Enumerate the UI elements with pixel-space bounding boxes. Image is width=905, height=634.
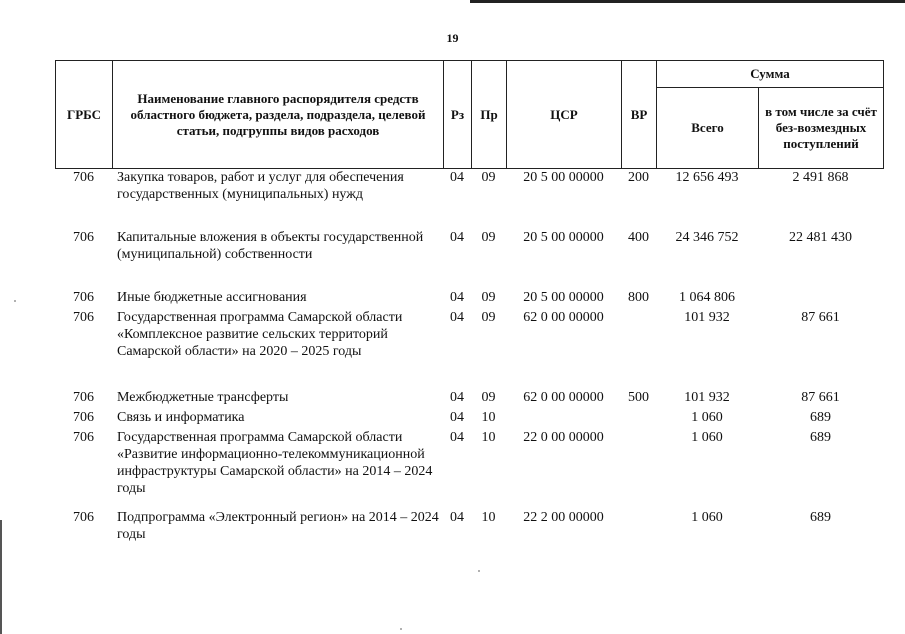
cell-csr: 20 5 00 00000 [523, 170, 604, 185]
scan-speck [14, 300, 16, 302]
cell-vr: 500 [628, 390, 649, 405]
cell-incl: 87 661 [801, 310, 840, 325]
cell-rz: 04 [450, 310, 464, 325]
cell-pr: 09 [481, 290, 496, 305]
cell-csr: 22 2 00 00000 [523, 510, 604, 525]
header-csr: ЦСР [507, 61, 622, 169]
cell-pr: 09 [481, 390, 496, 405]
cell-incl: 689 [810, 510, 831, 525]
cell-pr: 10 [481, 410, 496, 425]
cell-name: Государственная программа Самарской области «Комплексное развитие сельских территорий Самарской области» на 2020 – 2025 годы [117, 310, 403, 359]
cell-rz: 04 [450, 430, 464, 445]
cell-rz: 04 [450, 230, 464, 245]
scan-speck [478, 570, 480, 572]
left-scan-edge [0, 520, 2, 634]
table-row [55, 309, 883, 389]
cell-vr: 800 [628, 290, 649, 305]
cell-csr [506, 409, 621, 429]
header-sum: Сумма [657, 61, 884, 88]
cell-pr: 09 [481, 230, 496, 245]
cell-vr: 400 [628, 230, 649, 245]
header-total: Всего [657, 88, 759, 169]
cell-name: Капитальные вложения в объекты государственной (муниципальной) собственности [117, 230, 424, 262]
cell-total: 101 932 [684, 310, 730, 325]
scan-speck [400, 628, 402, 630]
cell-vr [621, 429, 656, 509]
cell-rz: 04 [450, 290, 464, 305]
top-border-line [470, 0, 905, 3]
cell-total: 12 656 493 [675, 170, 739, 185]
table-row [55, 429, 883, 509]
cell-grbs: 706 [73, 510, 94, 525]
cell-name: Закупка товаров, работ и услуг для обеспечения государственных (муниципальных) нужд [117, 170, 404, 202]
cell-csr: 20 5 00 00000 [523, 230, 604, 245]
cell-grbs: 706 [73, 430, 94, 445]
cell-incl: 2 491 868 [792, 170, 849, 185]
cell-csr: 22 0 00 00000 [523, 430, 604, 445]
table-row [55, 169, 883, 229]
table-row [55, 509, 883, 549]
cell-grbs: 706 [73, 310, 94, 325]
cell-name: Подпрограмма «Электронный регион» на 2014 – 2024 годы [117, 510, 439, 542]
cell-incl: 22 481 430 [789, 230, 852, 245]
cell-rz: 04 [450, 510, 464, 525]
header-name: Наименование главного распорядителя средств областного бюджета, раздела, подраздела, целевой статьи, подгруппы видов расходов [113, 61, 444, 169]
header-incl: в том числе за счёт без-возмездных поступлений [759, 88, 884, 169]
cell-pr: 10 [481, 510, 496, 525]
cell-csr: 20 5 00 00000 [523, 290, 604, 305]
cell-incl [758, 289, 883, 309]
cell-incl: 689 [810, 410, 831, 425]
cell-total: 101 932 [684, 390, 730, 405]
cell-grbs: 706 [73, 170, 94, 185]
cell-incl: 689 [810, 430, 831, 445]
cell-total: 1 064 806 [679, 290, 735, 305]
cell-csr: 62 0 00 00000 [523, 310, 604, 325]
cell-name: Связь и информатика [117, 410, 245, 425]
header-pr: Пр [472, 61, 507, 169]
cell-name: Иные бюджетные ассигнования [117, 290, 307, 305]
cell-vr [621, 409, 656, 429]
cell-grbs: 706 [73, 410, 94, 425]
cell-rz: 04 [450, 410, 464, 425]
table-row [55, 409, 883, 429]
table-header [55, 60, 884, 169]
budget-table [55, 169, 883, 549]
cell-vr: 200 [628, 170, 649, 185]
header-rz: Рз [444, 61, 472, 169]
cell-total: 1 060 [691, 430, 723, 445]
table-row [55, 229, 883, 289]
header-vr: ВР [622, 61, 657, 169]
cell-name: Государственная программа Самарской области «Развитие информационно-телекоммуникационной инфраструктуры Самарской области» на 2014 – 2024 годы [117, 430, 433, 496]
cell-rz: 04 [450, 390, 464, 405]
cell-pr: 09 [481, 310, 496, 325]
cell-total: 1 060 [691, 510, 723, 525]
cell-name: Межбюджетные трансферты [117, 390, 289, 405]
cell-pr: 10 [481, 430, 496, 445]
cell-grbs: 706 [73, 390, 94, 405]
table-row [55, 389, 883, 409]
cell-pr: 09 [481, 170, 496, 185]
cell-vr [621, 309, 656, 389]
cell-grbs: 706 [73, 230, 94, 245]
table-row [55, 289, 883, 309]
cell-csr: 62 0 00 00000 [523, 390, 604, 405]
cell-incl: 87 661 [801, 390, 840, 405]
header-grbs: ГРБС [56, 61, 113, 169]
page-number: 19 [446, 31, 459, 45]
cell-total: 1 060 [691, 410, 723, 425]
cell-total: 24 346 752 [675, 230, 739, 245]
cell-vr [621, 509, 656, 549]
cell-grbs: 706 [73, 290, 94, 305]
cell-rz: 04 [450, 170, 464, 185]
